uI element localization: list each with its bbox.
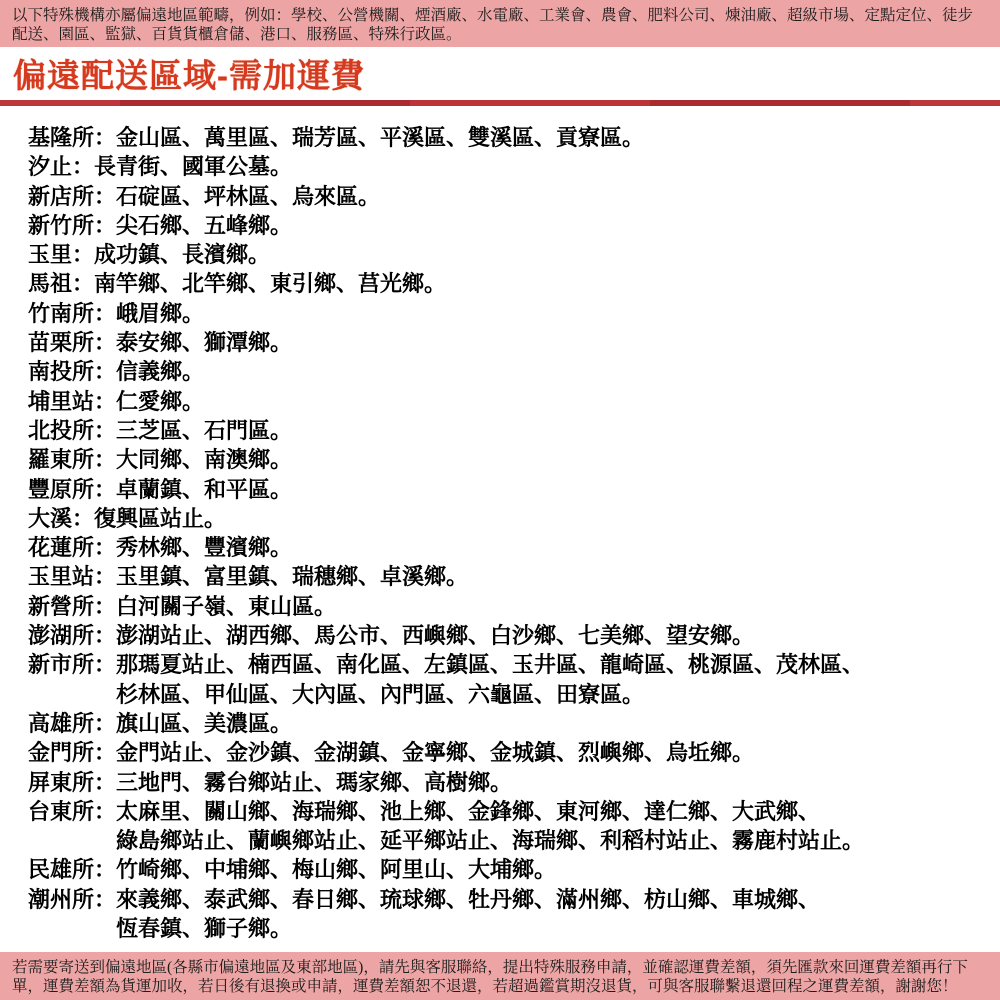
list-item-text: 埔里站：仁愛鄉。 — [28, 388, 205, 414]
list-item — [28, 738, 1000, 767]
list-item — [28, 533, 1000, 562]
list-item-continuation: 杉林區、甲仙區、大內區、內門區、六龜區、田寮區。 — [116, 681, 645, 707]
list-item — [28, 328, 1000, 357]
list-item — [28, 387, 1000, 416]
list-item — [28, 416, 1000, 445]
list-item-text: 金門所：金門站止、金沙鎮、金湖鎮、金寧鄉、金城鎮、烈嶼鄉、烏坵鄉。 — [28, 740, 755, 766]
special-institutions-note: 以下特殊機構亦屬偏遠地區範疇，例如：學校、公營機關、煙酒廠、水電廠、工業會、農會、肥料公司、煉油廠、超級市場、定點定位、徒步配送、園區、監獄、百貨貨櫃倉儲、港口、服務區、特殊行政區。 — [0, 0, 1000, 47]
list-item-text: 新營所：白河關子嶺、東山區。 — [28, 593, 337, 619]
list-item-text: 苗栗所：泰安鄉、獅潭鄉。 — [28, 330, 293, 356]
list-item — [28, 211, 1000, 240]
delivery-area-list — [0, 106, 1000, 943]
list-item-text: 汐止：長青街、國軍公墓。 — [28, 154, 293, 180]
list-item-text: 台東所：太麻里、關山鄉、海瑞鄉、池上鄉、金鋒鄉、東河鄉、達仁鄉、大武鄉、 — [28, 798, 821, 824]
title-section — [0, 47, 1000, 106]
list-item-text: 豐原所：卓蘭鎮、和平區。 — [28, 476, 293, 502]
list-item — [28, 152, 1000, 181]
list-item-text: 玉里：成功鎮、長濱鄉。 — [28, 242, 271, 268]
list-item-text: 潮州所：來義鄉、泰武鄉、春日鄉、琉球鄉、牡丹鄉、滿州鄉、枋山鄉、車城鄉、 — [28, 886, 821, 912]
list-item-continuation: 綠島鄉站止、蘭嶼鄉站止、延平鄉站止、海瑞鄉、利稻村站止、霧鹿村站止。 — [116, 828, 865, 854]
list-item — [28, 475, 1000, 504]
list-item-text: 民雄所：竹崎鄉、中埔鄉、梅山鄉、阿里山、大埔鄉。 — [28, 857, 557, 883]
list-item — [28, 709, 1000, 738]
list-item-text: 屏東所：三地門、霧台鄉站止、瑪家鄉、高樹鄉。 — [28, 769, 513, 795]
list-item — [28, 562, 1000, 591]
list-item-text: 北投所：三芝區、石門區。 — [28, 417, 293, 443]
list-item-text: 馬祖：南竿鄉、北竿鄉、東引鄉、莒光鄉。 — [28, 271, 447, 297]
list-item — [28, 650, 1000, 709]
list-item-text: 花蓮所：秀林鄉、豐濱鄉。 — [28, 535, 293, 561]
list-item — [28, 299, 1000, 328]
list-item-text: 新店所：石碇區、坪林區、烏來區。 — [28, 183, 381, 209]
list-item-text: 大溪：復興區站止。 — [28, 505, 227, 531]
list-item-text: 竹南所：峨眉鄉。 — [28, 300, 205, 326]
list-item — [28, 592, 1000, 621]
list-item — [28, 621, 1000, 650]
list-item — [28, 182, 1000, 211]
page-title: 偏遠配送區域-需加運費 — [13, 57, 365, 94]
list-item — [28, 504, 1000, 533]
list-item-text: 玉里站：玉里鎮、富里鎮、瑞穗鄉、卓溪鄉。 — [28, 564, 469, 590]
list-item-continuation: 恆春鎮、獅子鄉。 — [116, 916, 293, 942]
list-item — [28, 123, 1000, 152]
list-item-text: 新市所：那瑪夏站止、楠西區、南化區、左鎮區、玉井區、龍崎區、桃源區、茂林區、 — [28, 652, 865, 678]
list-item-text: 基隆所：金山區、萬里區、瑞芳區、平溪區、雙溪區、貢寮區。 — [28, 125, 645, 150]
list-item-text: 南投所：信義鄉。 — [28, 359, 205, 385]
list-item-text: 羅東所：大同鄉、南澳鄉。 — [28, 447, 293, 473]
list-item — [28, 357, 1000, 386]
list-item — [28, 240, 1000, 269]
list-item — [28, 797, 1000, 856]
list-item — [28, 768, 1000, 797]
list-item-text: 新竹所：尖石鄉、五峰鄉。 — [28, 212, 293, 238]
list-item-text: 高雄所：旗山區、美濃區。 — [28, 710, 293, 736]
list-item — [28, 855, 1000, 884]
list-item-text: 澎湖所：澎湖站止、湖西鄉、馬公市、西嶼鄉、白沙鄉、七美鄉、望安鄉。 — [28, 623, 755, 649]
shipping-fee-note: 若需要寄送到偏遠地區(各縣市偏遠地區及東部地區)，請先與客服聯絡，提出特殊服務申請，並確認運費差額，須先匯款來回運費差額再行下單，運費差額為貨運加收，若日後有退換或申請，運費差額恕不退還，若超過鑑賞期沒退貨，可與客服聯繫退還回程之運費差額，謝謝您！ — [0, 952, 1000, 1000]
list-item — [28, 885, 1000, 944]
list-item — [28, 445, 1000, 474]
list-item — [28, 269, 1000, 298]
